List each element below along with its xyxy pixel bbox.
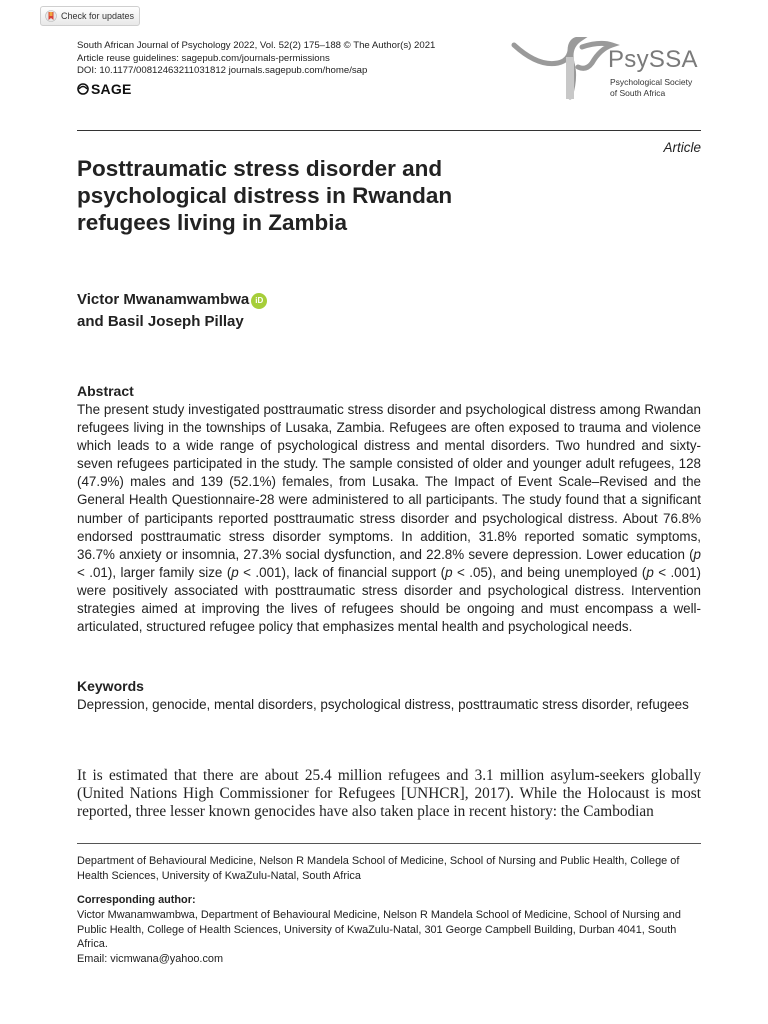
corresponding-author-details (77, 908, 701, 966)
psyssa-subtitle-line1: Psychological Society (610, 77, 693, 87)
bookmark-update-icon (45, 10, 57, 22)
doi-link[interactable]: DOI: 10.1177/00812463211031812 journals.sagepub.com/home/sap (77, 65, 368, 77)
sage-wordmark: SAGE (91, 81, 132, 97)
check-for-updates-label: Check for updates (61, 11, 135, 21)
footnote-divider (77, 843, 701, 844)
corresponding-author-email[interactable]: Email: vicmwana@yahoo.com (77, 952, 224, 965)
keywords-text: Depression, genocide, mental disorders, psychological distress, posttraumatic stress disorder, refugees (77, 697, 689, 712)
corresponding-author-heading: Corresponding author: (77, 894, 196, 906)
header-divider (77, 130, 701, 131)
corresponding-author-address: Victor Mwanamwambwa, Department of Behavioural Medicine, Nelson R Mandela School of Medicine, School of Nursing and Public Health, College of Health Sciences, University of KwaZulu-Natal, 301 George Campbell Building, Durban 4041, South Africa. (77, 909, 681, 951)
reuse-guidelines-link[interactable]: Article reuse guidelines: sagepub.com/journals-permissions (77, 52, 330, 64)
journal-metadata (77, 40, 497, 78)
sage-symbol-icon (77, 83, 89, 95)
body-paragraph: It is estimated that there are about 25.4 million refugees and 3.1 million asylum-seekers globally (United Nations High Commissioner for Refugees [UNHCR], 2017). While the Holocaust is most reported, three lesser known genocides have also taken place in recent history: the Cambodian (77, 767, 701, 821)
journal-citation: South African Journal of Psychology 2022, Vol. 52(2) 175–188 © The Author(s) 2021 (77, 40, 436, 51)
author-name-2[interactable]: and Basil Joseph Pillay (77, 313, 244, 330)
sage-logo (77, 81, 131, 97)
author-list (77, 289, 477, 333)
keywords-heading: Keywords (77, 678, 144, 694)
psyssa-subtitle (610, 77, 692, 98)
author-affiliation: Department of Behavioural Medicine, Nelson R Mandela School of Medicine, School of Nursing and Public Health, College of Health Sciences, University of KwaZulu-Natal, South Africa (77, 855, 680, 882)
abstract-heading: Abstract (77, 383, 134, 399)
psyssa-wordmark: PsySSA (608, 46, 698, 73)
article-type-label: Article (663, 140, 701, 155)
abstract-text: The present study investigated posttraumatic stress disorder and psychological distress among Rwandan refugees living in the townships of Lusaka, Zambia. Refugees are often exposed to trauma and violence which leads to a wide range of psychological distress and mental disorders. Two hundred and sixty-seven refugees participated in the study. The sample consisted of older and younger adult refugees, 128 (47.9%) males and 139 (52.1%) females, from Lusaka. The Impact of Event Scale–Revised and the General Health Questionnaire-28 were administered to all participants. The study found that a significant number of participants reported posttraumatic stress disorder and psychological distress. About 76.8% endorsed posttraumatic stress disorder symptoms. In addition, 31.8% reported somatic symptoms, 36.7% anxiety or insomnia, 27.3% social dysfunction, and 22.8% severe depression. Lower education (p < .01), larger family size (p < .001), lack of financial support (p < .05), and being unemployed (p < .001) were positively associated with posttraumatic stress disorder and psychological distress. Intervention strategies aimed at improving the lives of refugees should be ongoing and must encompass a well-articulated, structured refugee policy that emphasizes mental health and psychological needs. (77, 402, 701, 635)
author-name-1[interactable]: Victor Mwanamwambwa (77, 291, 250, 308)
psyssa-subtitle-line2: of South Africa (610, 87, 666, 98)
article-title: Posttraumatic stress disorder and psychological distress in Rwandan refugees living in Zambia (77, 156, 453, 235)
check-for-updates-button[interactable] (40, 6, 140, 26)
orcid-icon[interactable]: iD (251, 293, 267, 309)
